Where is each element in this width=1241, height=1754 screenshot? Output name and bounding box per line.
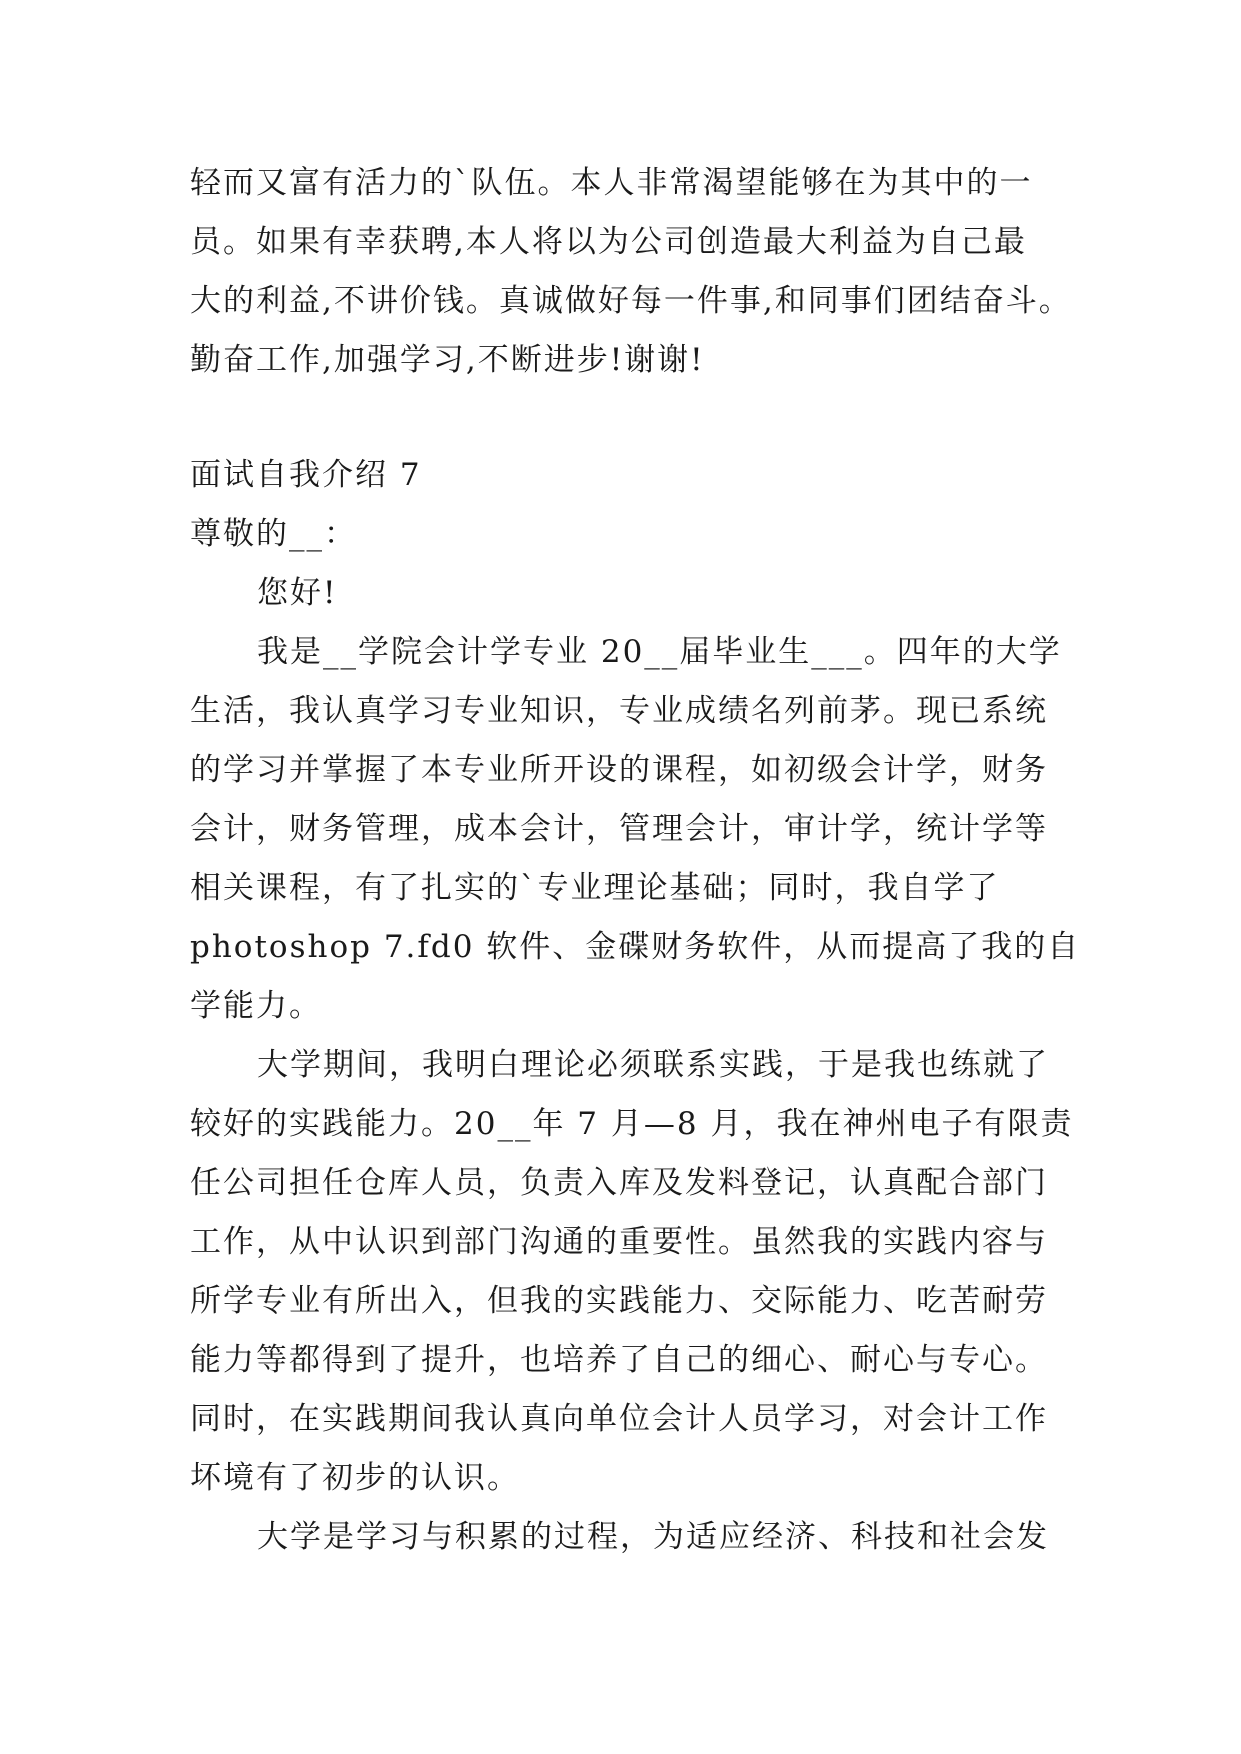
paragraph1-line-3: 的学习并掌握了本专业所开设的课程，如初级会计学，财务 [190,752,1048,788]
intro-line-2: 员。如果有幸获聘,本人将以为公司创造最大利益为自己最 [190,224,1027,260]
paragraph1-line-4: 会计，财务管理，成本会计，管理会计，审计学，统计学等 [190,811,1048,847]
paragraph1-line-5: 相关课程，有了扎实的`专业理论基础；同时，我自学了 [190,870,1000,906]
paragraph2-line-7: 同时，在实践期间我认真向单位会计人员学习，对会计工作 [190,1401,1048,1437]
paragraph1-line-6: photoshop 7.fd0 软件、金碟财务软件，从而提高了我的自 [190,929,1081,965]
paragraph2-line-1: 大学期间，我明白理论必须联系实践，于是我也练就了 [257,1047,1049,1083]
paragraph2-line-2: 较好的实践能力。20__年 7 月—8 月，我在神州电子有限责 [190,1106,1074,1142]
paragraph1-line-7: 学能力。 [190,988,322,1024]
intro-line-3: 大的利益,不讲价钱。真诚做好每一件事,和同事们团结奋斗。 [190,283,1072,319]
paragraph2-line-3: 任公司担任仓库人员，负责入库及发料登记，认真配合部门 [190,1165,1048,1201]
intro-line-4: 勤奋工作,加强学习,不断进步!谢谢! [190,342,705,378]
salutation: 尊敬的__： [190,516,357,552]
paragraph2-line-4: 工作，从中认识到部门沟通的重要性。虽然我的实践内容与 [190,1224,1048,1260]
paragraph3-line-1: 大学是学习与积累的过程，为适应经济、科技和社会发 [257,1519,1049,1555]
intro-line-1: 轻而又富有活力的`队伍。本人非常渴望能够在为其中的一 [190,165,1033,201]
greeting: 您好! [257,575,338,611]
section-title: 面试自我介绍 7 [190,457,422,493]
paragraph2-line-8: 坏境有了初步的认识。 [190,1460,520,1496]
paragraph1-line-2: 生活，我认真学习专业知识，专业成绩名列前茅。现已系统 [190,693,1048,729]
paragraph1-line-1: 我是__学院会计学专业 20__届毕业生___。四年的大学 [257,634,1062,670]
paragraph2-line-5: 所学专业有所出入，但我的实践能力、交际能力、吃苦耐劳 [190,1283,1048,1319]
paragraph2-line-6: 能力等都得到了提升，也培养了自己的细心、耐心与专心。 [190,1342,1048,1378]
